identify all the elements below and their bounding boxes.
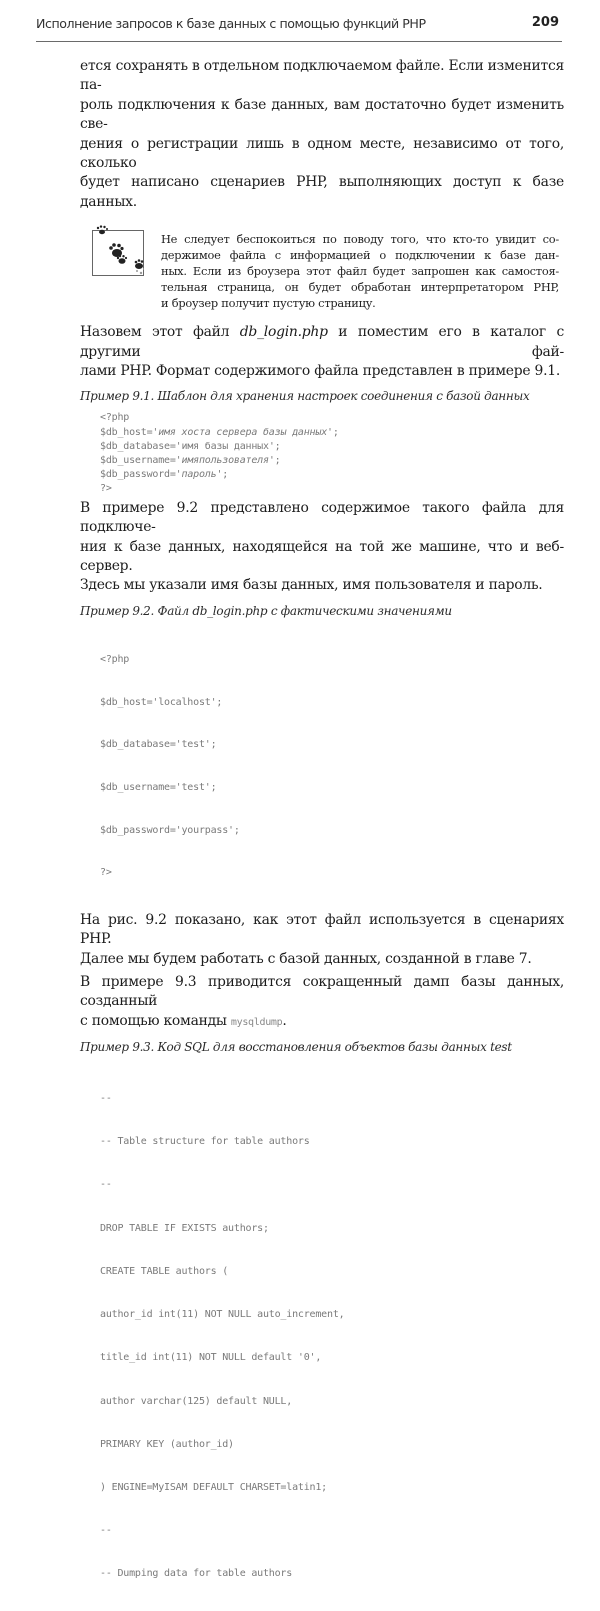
code-prefix: $db_username=' <box>100 455 182 467</box>
page-body <box>80 57 564 1611</box>
text-span: . <box>282 1012 287 1029</box>
page-number: 209 <box>531 15 559 30</box>
code-value: имя базы данных <box>181 440 269 452</box>
code-line <box>100 426 564 440</box>
chapter-title: Исполнение запросов к базе данных с помощью функций PHP <box>36 16 426 31</box>
code-line: DROP TABLE IF EXISTS authors; <box>100 1222 269 1234</box>
code-prefix: $db_password=' <box>100 469 182 481</box>
text-line: Далее мы будем работать с базой данных, созданной в главе 7. <box>80 950 532 967</box>
code-prefix: $db_database=' <box>100 440 182 452</box>
text-line: ется сохранять в отдельном подключаемом файле. Если изменится па- <box>80 58 564 94</box>
code-prefix: <?php <box>100 412 130 424</box>
paragraph-example-9-2 <box>80 499 564 596</box>
text-line: В примере 9.2 представлено содержимое такого файла для подключе- <box>80 499 564 536</box>
text-line: Не следует беспокоиться по поводу того, что кто-то увидит со- <box>161 232 559 247</box>
example-caption: Пример 9.1. Шаблон для хранения настроек соединения с базой данных <box>80 389 530 404</box>
text-line: держимое файла с информацией о подключении к базе дан- <box>161 248 559 263</box>
text-line <box>80 323 564 362</box>
text-line: будет написано сценариев PHP, выполняющих доступ к базе данных. <box>80 174 564 210</box>
code-line: -- <box>100 1525 112 1537</box>
text-line: роль подключения к базе данных, вам достаточно будет изменить све- <box>80 96 564 133</box>
text-line: ных. Если из броузера этот файл будет запрошен как самостоя- <box>161 264 559 279</box>
code-line: ?> <box>100 867 112 879</box>
code-prefix: ?> <box>100 483 112 495</box>
code-line: $db_host='localhost'; <box>100 696 223 708</box>
text-line <box>80 1012 564 1032</box>
inline-command: mysqldump <box>230 1016 283 1028</box>
code-line: $db_username='test'; <box>100 781 217 793</box>
paragraph-example-9-3 <box>80 973 564 1032</box>
code-line: author_id int(11) NOT NULL auto_increment, <box>100 1309 345 1321</box>
text-line: Здесь мы указали имя базы данных, имя пользователя и пароль. <box>80 577 543 594</box>
paragraph-name-file <box>80 323 564 381</box>
note-box <box>80 219 564 321</box>
intro-paragraph <box>80 57 564 212</box>
code-line: PRIMARY KEY (author_id) <box>100 1438 234 1450</box>
code-block-example-9-2 <box>80 625 564 909</box>
code-line: ) ENGINE=MyISAM DEFAULT CHARSET=latin1; <box>100 1482 327 1493</box>
text-line: тельная страница, он будет обработан интерпретатором PHP, <box>161 280 559 295</box>
code-line: -- <box>100 1093 112 1105</box>
note-text <box>161 231 559 311</box>
code-line <box>100 482 564 496</box>
text-line: и броузер получит пустую страницу. <box>161 296 376 311</box>
code-line: author varchar(125) default NULL, <box>100 1395 293 1407</box>
code-line: <?php <box>100 654 130 666</box>
code-line: $db_database='test'; <box>100 739 217 751</box>
code-block-example-9-3 <box>80 1063 564 1610</box>
text-line: ния к базе данных, находящейся на той же машине, что и веб-сервер. <box>80 538 564 574</box>
text-span: и поместим его в каталог с другими фай- <box>80 324 564 360</box>
code-line: -- <box>100 1179 112 1191</box>
code-value: имя хоста сервера базы данных <box>158 426 328 438</box>
code-prefix: $db_host=' <box>100 426 159 438</box>
code-value: имяпользователя <box>181 455 269 467</box>
code-line: $db_password='yourpass'; <box>100 824 240 836</box>
running-header <box>36 11 562 42</box>
code-value: пароль <box>181 469 217 481</box>
text-span: Назовем этот файл <box>80 324 240 341</box>
text-span: с помощью команды <box>80 1012 231 1029</box>
code-line <box>100 454 564 468</box>
code-block-example-9-1 <box>80 411 564 496</box>
code-line <box>100 440 564 454</box>
code-line: title_id int(11) NOT NULL default '0', <box>100 1352 322 1364</box>
code-suffix: '; <box>268 440 281 452</box>
paragraph-figure-9-2 <box>80 911 564 969</box>
code-suffix: '; <box>268 455 281 467</box>
text-line: В примере 9.3 приводится сокращенный дамп базы данных, созданный <box>80 974 564 1010</box>
text-line: дения о регистрации лишь в одном месте, независимо от того, сколько <box>80 135 564 172</box>
code-line: -- Table structure for table authors <box>100 1136 310 1148</box>
code-line <box>100 411 564 425</box>
example-caption: Пример 9.2. Файл db_login.php с фактическими значениями <box>80 603 452 618</box>
code-line <box>100 468 564 482</box>
code-suffix: '; <box>327 426 339 438</box>
text-line: На рис. 9.2 показано, как этот файл используется в сценариях PHP. <box>80 911 564 948</box>
filename: db_login.php <box>239 324 328 341</box>
text-line: лами PHP. Формат содержимого файла представлен в примере 9.1. <box>80 363 561 380</box>
paw-prints-icon <box>92 224 144 276</box>
code-suffix: '; <box>216 469 229 481</box>
code-line: CREATE TABLE authors ( <box>100 1265 229 1277</box>
code-line: -- Dumping data for table authors <box>100 1568 293 1580</box>
example-caption: Пример 9.3. Код SQL для восстановления объектов базы данных test <box>80 1040 512 1055</box>
